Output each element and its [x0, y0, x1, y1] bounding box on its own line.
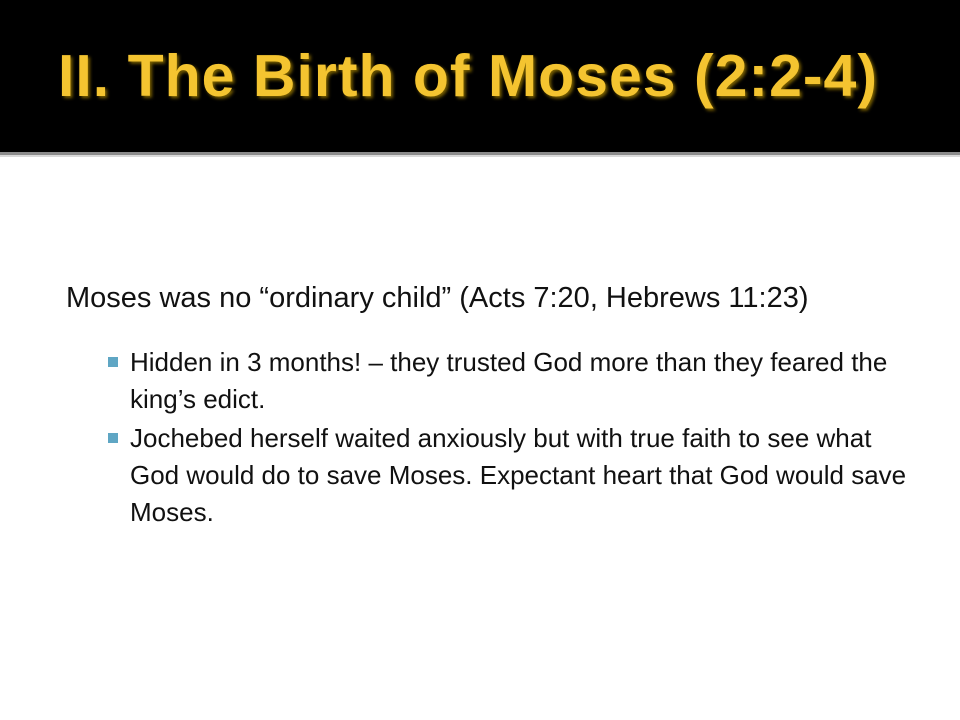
bullet-list: [66, 344, 916, 531]
slide-body: [66, 278, 916, 533]
slide-title: II. The Birth of Moses (2:2-4): [58, 43, 879, 109]
lead-paragraph: Moses was no “ordinary child” (Acts 7:20, Hebrews 11:23): [66, 282, 809, 314]
title-divider-highlight: [0, 155, 960, 157]
bullet-text: Jochebed herself waited anxiously but with true faith to see what God would do to save Moses. Expectant heart that God would save Moses.: [130, 423, 907, 527]
title-bar: [0, 0, 960, 152]
bullet-item: [66, 420, 916, 531]
bullet-text: Hidden in 3 months! – they trusted God more than they feared the king’s edict.: [130, 347, 888, 414]
square-bullet-icon: [108, 433, 118, 443]
bullet-item: [66, 344, 916, 418]
square-bullet-icon: [108, 357, 118, 367]
